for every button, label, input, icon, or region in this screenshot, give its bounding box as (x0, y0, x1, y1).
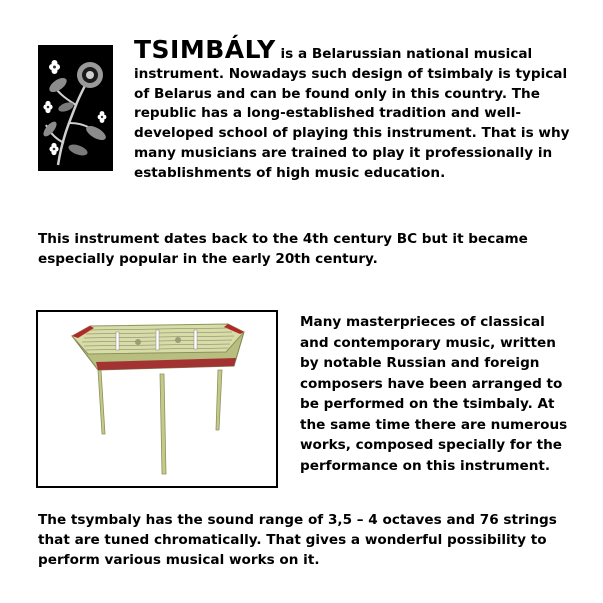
history-paragraph: This instrument dates back to the 4th century BC but it became especially popular in the early 20th century. (38, 231, 528, 267)
instrument-photo-frame (36, 310, 278, 488)
intro-text: is a Belarussian national musical instrument. Nowadays such design of tsimbaly is typical of Belarus and can be found only in this country. The republic has a long-established tradition and well-developed school of playing this instrument. That is why many musicians are trained to play it professionally in establishments of high music education. (134, 46, 570, 181)
repertoire-paragraph: Many masterprieces of classical and contemporary music, written by notable Russian and foreign composers have been arranged to be performed on the tsimbaly. At the same time there are numerous works, composed specially for the performance on this instrument. (300, 314, 568, 474)
range-paragraph: The tsymbaly has the sound range of 3,5 – 4 octaves and 76 strings that are tuned chromatically. That gives a wonderful possibility to perform various musical works on it. (38, 512, 557, 568)
floral-ornament-icon (38, 45, 113, 171)
tsimbaly-instrument-icon (38, 312, 276, 486)
floral-ornament-svg (38, 45, 113, 171)
intro-paragraph (134, 35, 574, 184)
page-title: TSIMBÁLY (134, 35, 276, 64)
